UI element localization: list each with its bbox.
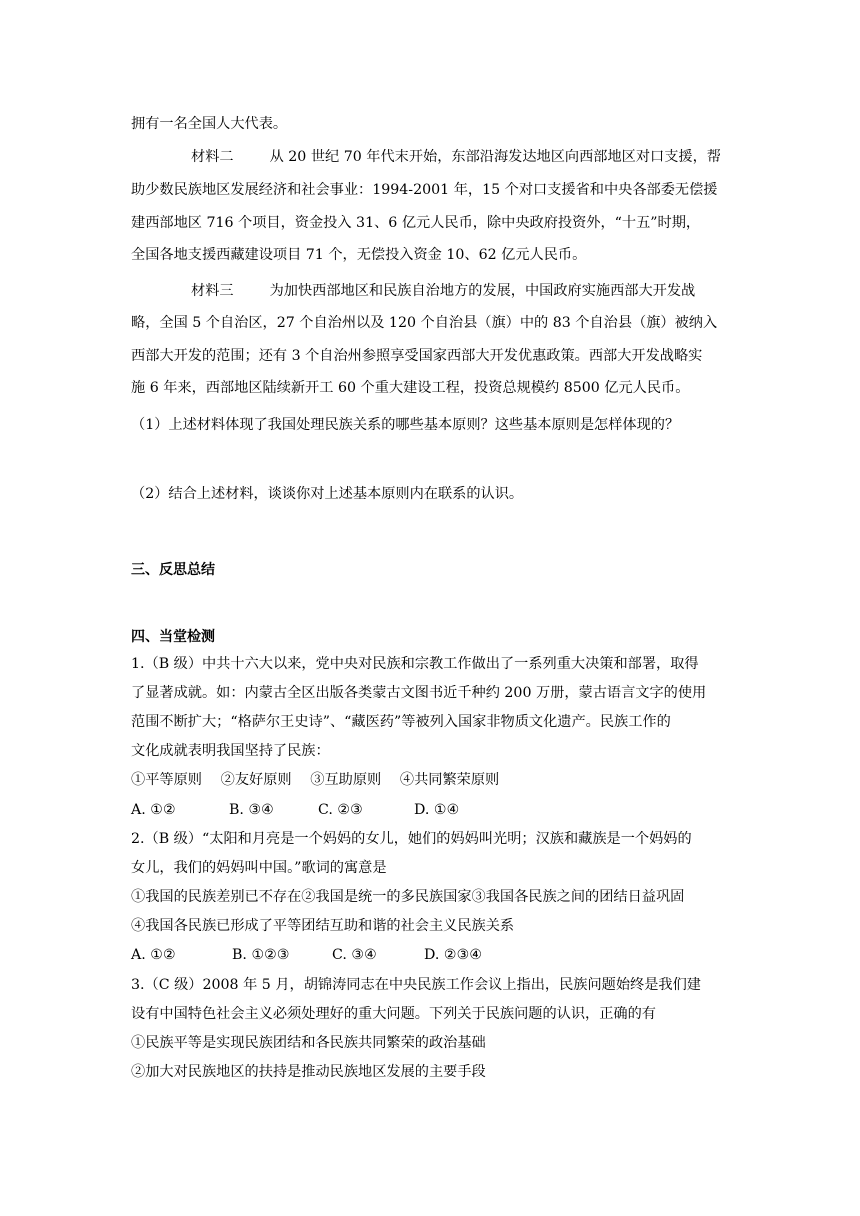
material3-text-line: 为加快西部地区和民族自治地方的发展，中国政府实施西部大开发战 [269, 283, 696, 299]
q2-option-a[interactable]: A. ①② [131, 947, 176, 963]
q3-statement: ①民族平等是实现民族团结和各民族共同繁荣的政治基础 [131, 1035, 486, 1051]
q2-option-d[interactable]: D. ②③④ [424, 947, 483, 963]
material3-first-line [191, 282, 695, 300]
material3-text-line: 西部大开发的范围；还有 3 个自治州参照享受国家西部大开发优惠政策。西部大开发战略实 [131, 348, 703, 364]
q1-text-line: 1.（B 级）中共十六大以来，党中央对民族和宗教工作做出了一系列重大决策和部署，取得 [131, 656, 699, 672]
q2-option-c[interactable]: C. ③④ [332, 947, 377, 963]
material2-first-line [191, 148, 721, 166]
q2-option-b[interactable]: B. ①②③ [232, 947, 290, 963]
q1-option-d[interactable]: D. ①④ [414, 802, 460, 818]
q3-text-line: 设有中国特色社会主义必须处理好的重大问题。下列关于民族问题的认识，正确的有 [131, 1006, 656, 1022]
q1-option-b[interactable]: B. ③④ [229, 802, 274, 818]
q1-statements: ①平等原则 ②友好原则 ③互助原则 ④共同繁荣原则 [131, 772, 500, 788]
material2-text-line: 从 20 世纪 70 年代末开始，东部沿海发达地区向西部地区对口支援，帮 [269, 149, 721, 165]
q1-options [131, 801, 459, 819]
material2-text-line: 全国各地支援西藏建设项目 71 个，无偿投入资金 10、62 亿元人民币。 [131, 247, 587, 263]
q2-statements-line: ④我国各民族已形成了平等团结互助和谐的社会主义民族关系 [131, 918, 515, 934]
question-1: （1）上述材料体现了我国处理民族关系的哪些基本原则？这些基本原则是怎样体现的？ [131, 417, 680, 433]
material2-label: 材料二 [191, 149, 234, 165]
q3-text-line: 3.（C 级）2008 年 5 月，胡锦涛同志在中央民族工作会议上指出，民族问题始终是我们建 [131, 977, 701, 993]
q2-options [131, 946, 482, 964]
q1-text-line: 了显著成就。如：内蒙古全区出版各类蒙古文图书近千种约 200 万册，蒙古语言文字的使用 [131, 685, 707, 701]
material3-text-line: 施 6 年来，西部地区陆续新开工 60 个重大建设工程，投资总规模约 8500 亿元人民币。 [131, 380, 690, 396]
question-2: （2）结合上述材料，谈谈你对上述基本原则内在联系的认识。 [131, 486, 524, 502]
material2-text-line: 建西部地区 716 个项目，资金投入 31、6 亿元人民币，除中央政府投资外，“十五”时期， [131, 215, 701, 231]
material2-text-line: 助少数民族地区发展经济和社会事业：1994-2001 年，15 个对口支援省和中央各部委无偿援 [131, 182, 718, 198]
q2-text-line: 女儿，我们的妈妈叫中国。”歌词的寓意是 [131, 860, 387, 876]
q2-text-line: 2.（B 级）“太阳和月亮是一个妈妈的女儿，她们的妈妈叫光明；汉族和藏族是一个妈妈的 [131, 831, 692, 847]
material3-label: 材料三 [191, 283, 234, 299]
q1-option-a[interactable]: A. ①② [131, 802, 176, 818]
material3-text-line: 略，全国 5 个自治区，27 个自治州以及 120 个自治县（旗）中的 83 个自治县（旗）被纳入 [131, 315, 718, 331]
section4-heading: 四、当堂检测 [131, 629, 215, 645]
q1-text-line: 文化成就表明我国坚持了民族： [131, 743, 330, 759]
q3-statement: ②加大对民族地区的扶持是推动民族地区发展的主要手段 [131, 1064, 486, 1080]
q1-option-c[interactable]: C. ②③ [318, 802, 363, 818]
section3-heading: 三、反思总结 [131, 562, 215, 578]
q2-statements-line: ①我国的民族差别已不存在②我国是统一的多民族国家③我国各民族之间的团结日益巩固 [131, 889, 685, 905]
q1-text-line: 范围不断扩大；“格萨尔王史诗”、“藏医药”等被列入国家非物质文化遗产。民族工作的 [131, 714, 671, 730]
intro-paragraph-end: 拥有一名全国人大代表。 [131, 116, 288, 132]
